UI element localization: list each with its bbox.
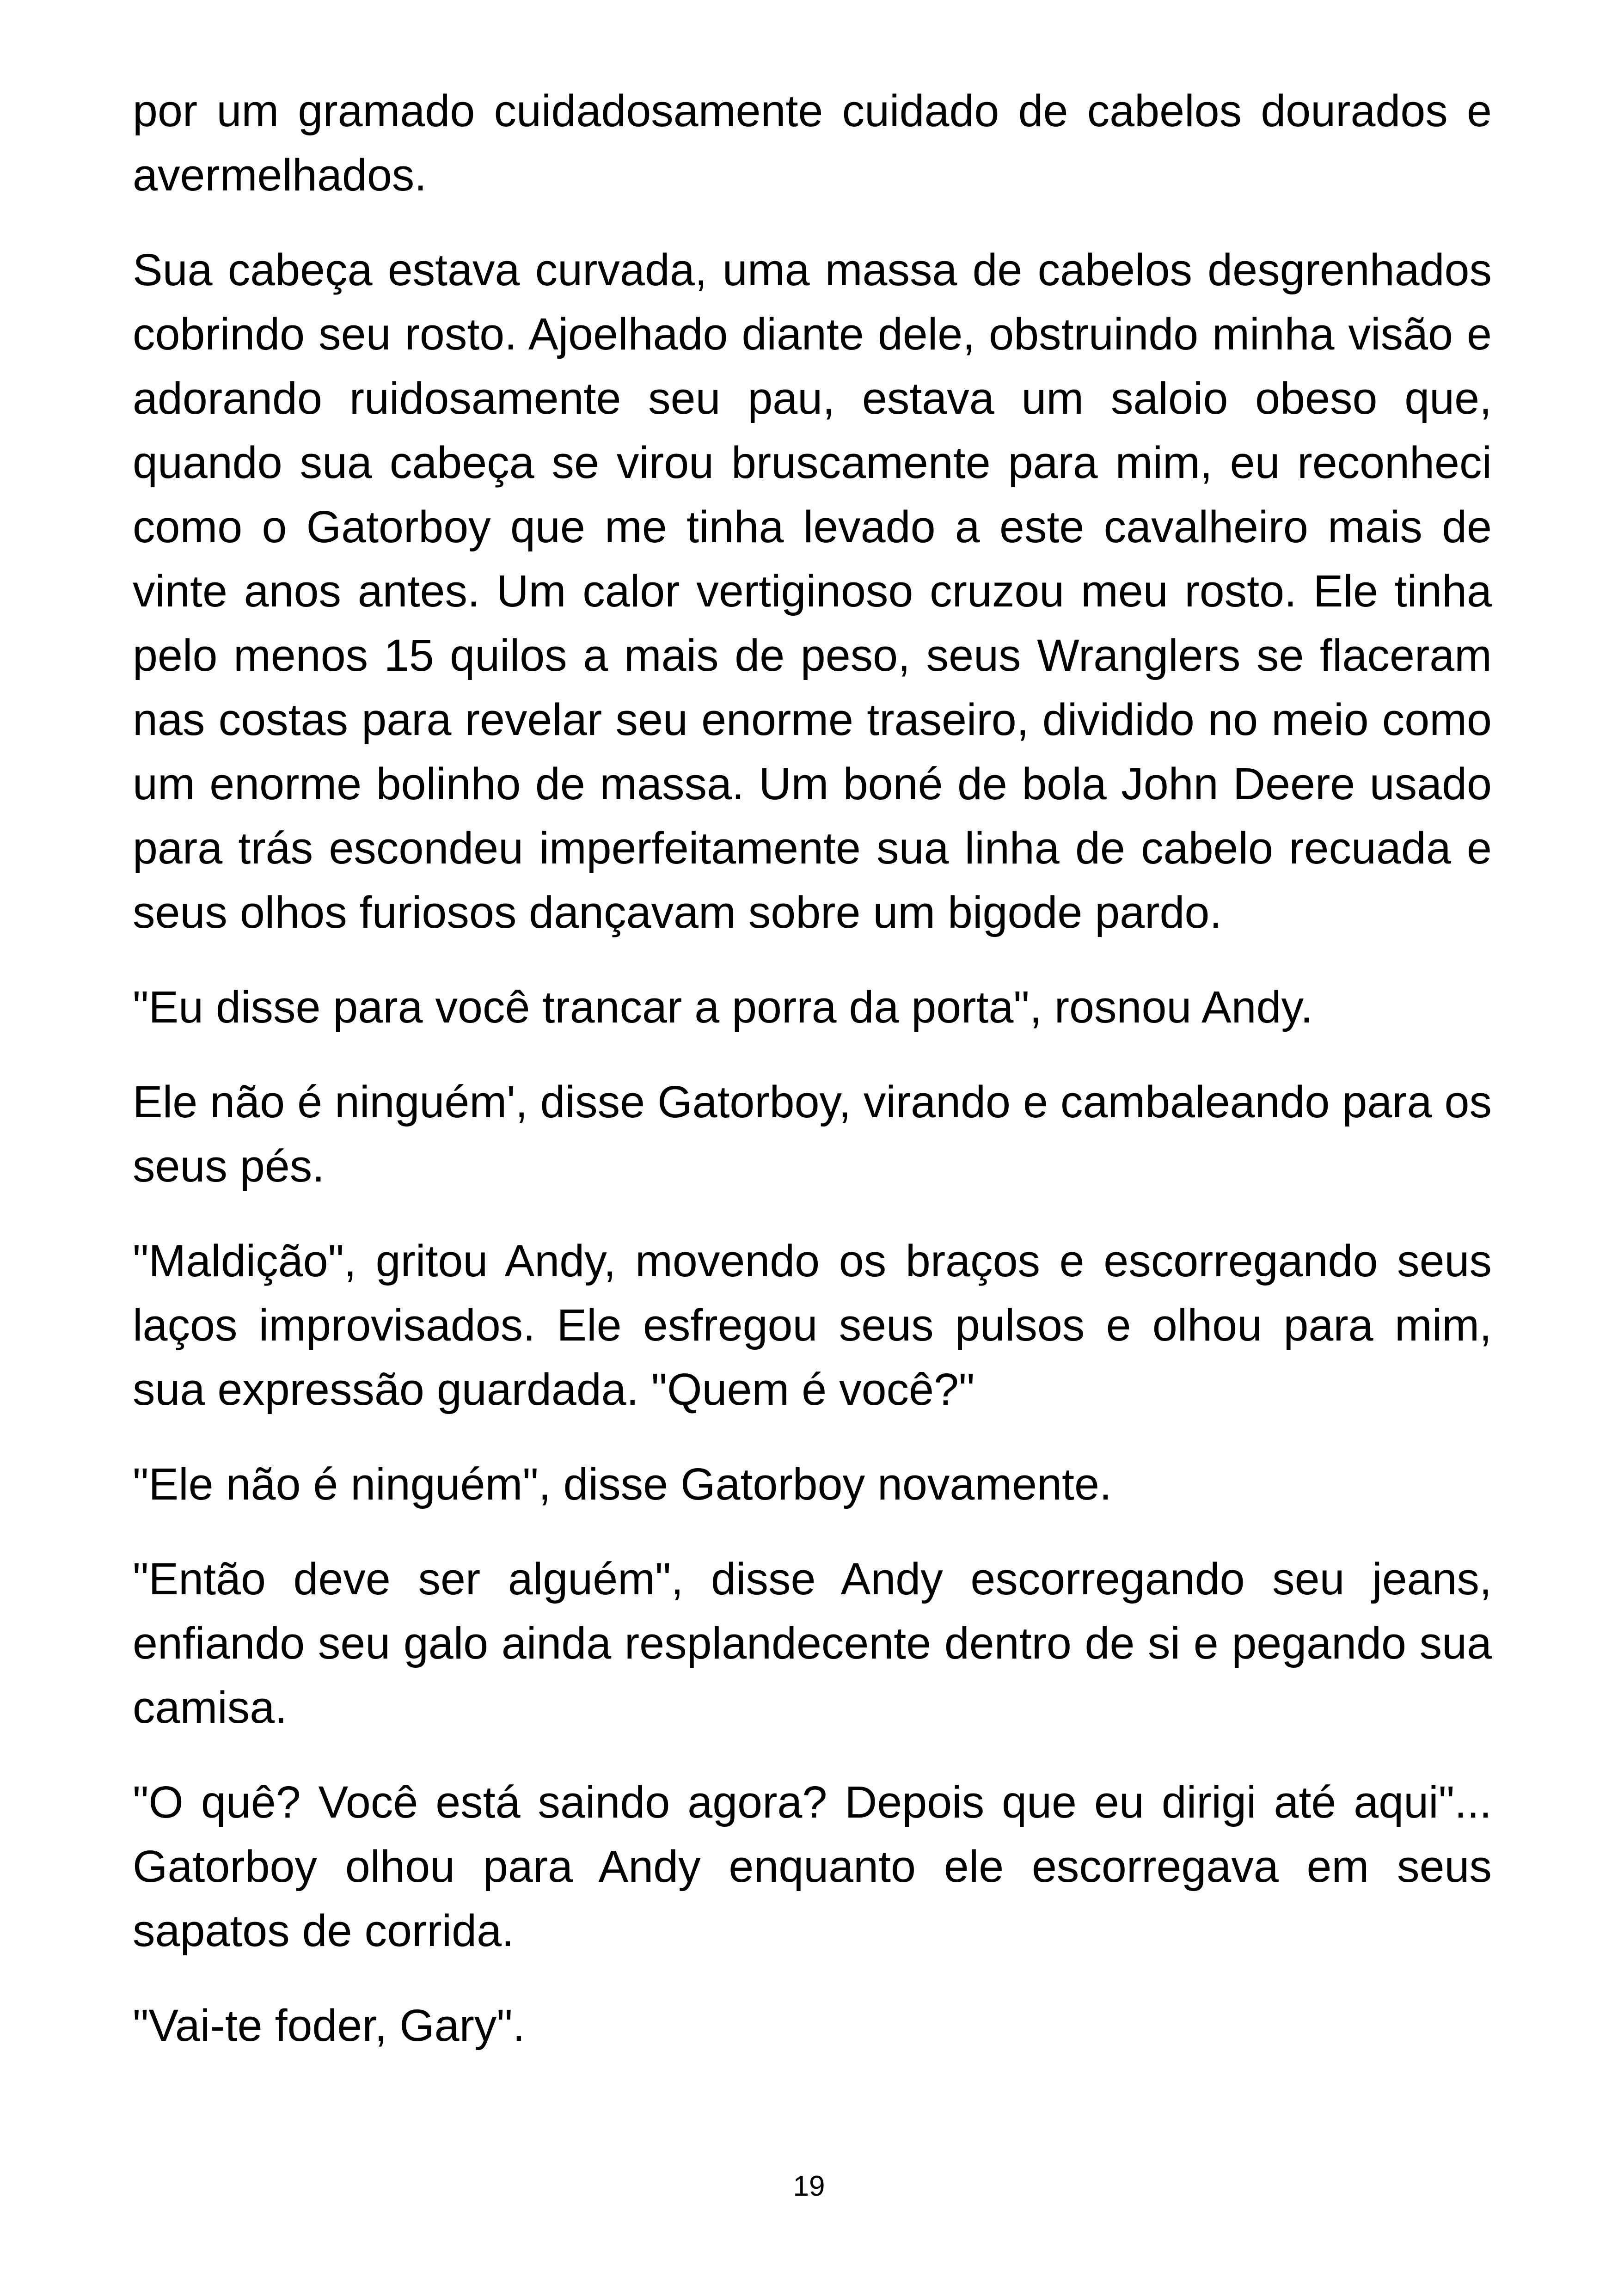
paragraph-9: "Vai-te foder, Gary". bbox=[133, 2000, 525, 2051]
paragraph-8: "O quê? Você está saindo agora? Depois que eu dirigi até aqui"... Gatorboy olhou para Andy enquanto ele escorregava em seus sapatos de corrida. bbox=[133, 1777, 1492, 1956]
paragraph-4: Ele não é ninguém', disse Gatorboy, virando e cambaleando para os seus pés. bbox=[133, 1077, 1492, 1191]
paragraph-5: "Maldição", gritou Andy, movendo os braços e escorregando seus laços improvisados. Ele esfregou seus pulsos e olhou para mim, sua expressão guardada. "Quem é você?" bbox=[133, 1236, 1492, 1414]
page-number: 19 bbox=[793, 2170, 825, 2202]
page-body bbox=[133, 79, 1492, 2088]
paragraph-2: Sua cabeça estava curvada, uma massa de cabelos desgrenhados cobrindo seu rosto. Ajoelhado diante dele, obstruindo minha visão e adorando ruidosamente seu pau, estava um saloio obeso que, quando sua cabeça se virou bruscamente para mim, eu reconheci como o Gatorboy que me tinha levado a este cavalheiro mais de vinte anos antes. Um calor vertiginoso cruzou meu rosto. Ele tinha pelo menos 15 quilos a mais de peso, seus Wranglers se flaceram nas costas para revelar seu enorme traseiro, dividido no meio como um enorme bolinho de massa. Um boné de bola John Deere usado para trás escondeu imperfeitamente sua linha de cabelo recuada e seus olhos furiosos dançavam sobre um bigode pardo. bbox=[133, 245, 1492, 937]
paragraph-7: "Então deve ser alguém", disse Andy escorregando seu jeans, enfiando seu galo ainda resplandecente dentro de si e pegando sua camisa. bbox=[133, 1554, 1492, 1733]
paragraph-1: por um gramado cuidadosamente cuidado de cabelos dourados e avermelhados. bbox=[133, 86, 1492, 200]
paragraph-3: "Eu disse para você trancar a porra da porta", rosnou Andy. bbox=[133, 982, 1313, 1032]
paragraph-6: "Ele não é ninguém", disse Gatorboy novamente. bbox=[133, 1459, 1112, 1509]
